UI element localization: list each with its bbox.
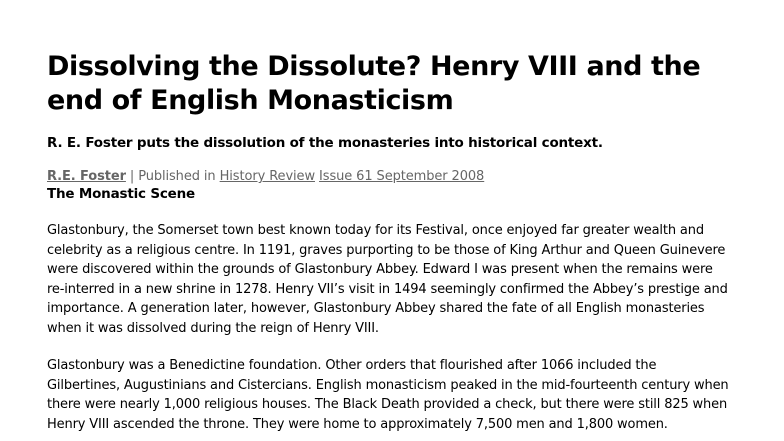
- paragraph-line: Gilbertines, Augustinians and Cistercians. English monasticism peaked in the mid-fourteenth century when: [47, 377, 729, 393]
- article: [47, 50, 747, 434]
- section-heading: The Monastic Scene: [47, 186, 195, 202]
- paragraph-line: when it was dissolved during the reign of Henry VIII.: [47, 320, 379, 336]
- published-label: Published in: [138, 169, 216, 184]
- paragraph-line: re-interred in a new shrine in 1278. Henry VII’s visit in 1494 seemingly confirmed the Abbey’s prestige and: [47, 281, 728, 297]
- paragraph-line: importance. A generation later, however, Glastonbury Abbey shared the fate of all English monasteries: [47, 301, 705, 316]
- paragraph-line: there were nearly 1,000 religious houses. The Black Death provided a check, but there were still 825 when: [47, 397, 728, 412]
- paragraph-line: Glastonbury was a Benedictine foundation. Other orders that flourished after 1066 included the: [47, 358, 657, 373]
- author-link[interactable]: R.E. Foster: [47, 169, 126, 184]
- byline: [47, 168, 747, 185]
- paragraph-1: [47, 221, 747, 338]
- article-title: Dissolving the Dissolute? Henry VIII and the end of English Monasticism: [47, 51, 701, 116]
- paragraph-line: were discovered within the grounds of Glastonbury Abbey. Edward I was present when the remains were: [47, 262, 713, 277]
- paragraph-line: celebrity as a religious centre. In 1191, graves purporting to be those of King Arthur and Queen Guinevere: [47, 242, 726, 258]
- article-standfirst: R. E. Foster puts the dissolution of the monasteries into historical context.: [47, 135, 603, 151]
- paragraph-line: Glastonbury, the Somerset town best known today for its Festival, once enjoyed far greater wealth and: [47, 223, 704, 238]
- issue-link[interactable]: Issue 61 September 2008: [319, 169, 485, 184]
- byline-separator: |: [129, 169, 135, 184]
- paragraph-2: [47, 356, 747, 434]
- publication-link[interactable]: History Review: [219, 169, 315, 184]
- paragraph-line: Henry VIII ascended the throne. They were home to approximately 7,500 men and 1,800 women.: [47, 416, 668, 432]
